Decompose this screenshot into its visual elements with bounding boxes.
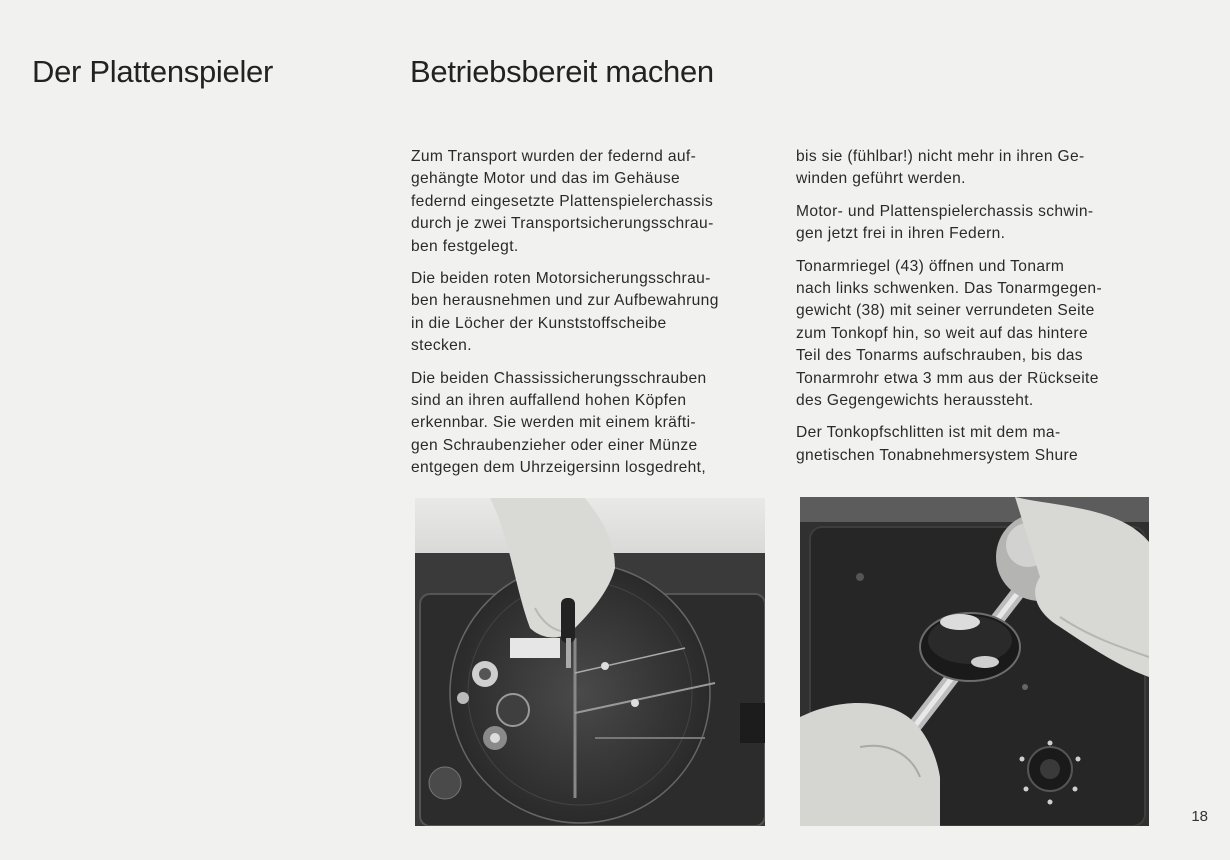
text-line: Der Tonkopfschlitten ist mit dem ma-: [796, 424, 1061, 442]
text-line: in die Löcher der Kunststoffscheibe: [411, 314, 667, 332]
page-number: 18: [1191, 808, 1208, 825]
text-line: federnd eingesetzte Plattenspielerchassis: [411, 192, 714, 210]
text-line: gewicht (38) mit seiner verrundeten Seite: [796, 302, 1095, 320]
tonearm-counterweight-illustration: [800, 497, 1149, 826]
text-line: ben herausnehmen und zur Aufbewahrung: [411, 292, 719, 310]
text-line: winden geführt werden.: [796, 170, 966, 188]
paragraph: [411, 268, 761, 358]
text-line: gnetischen Tonabnehmersystem Shure: [796, 446, 1079, 464]
text-line: Zum Transport wurden der federnd auf-: [411, 148, 697, 165]
text-line: erkennbar. Sie werden mit einem kräfti-: [411, 414, 696, 432]
text-line: bis sie (fühlbar!) nicht mehr in ihren Ge-: [796, 148, 1085, 165]
text-line: Motor- und Plattenspielerchassis schwin-: [796, 202, 1094, 220]
text-column-left: [411, 146, 761, 490]
paragraph: [796, 256, 1156, 413]
paragraph: [796, 146, 1156, 191]
text-line: des Gegengewichts heraussteht.: [796, 392, 1034, 410]
text-line: Die beiden roten Motorsicherungsschrau-: [411, 270, 711, 288]
text-line: gehängte Motor und das im Gehäuse: [411, 170, 681, 188]
section-title: Der Plattenspieler: [32, 54, 273, 89]
turntable-chassis-illustration: [415, 498, 765, 826]
text-line: zum Tonkopf hin, so weit auf das hintere: [796, 324, 1088, 342]
text-column-right: [796, 146, 1156, 477]
paragraph: [411, 368, 761, 480]
text-line: Die beiden Chassissicherungsschrauben: [411, 369, 707, 387]
text-line: ben festgelegt.: [411, 237, 519, 255]
text-line: gen Schraubenzieher oder einer Münze: [411, 436, 698, 454]
text-line: Tonarmriegel (43) öffnen und Tonarm: [796, 257, 1065, 275]
text-line: stecken.: [411, 337, 472, 355]
photo-tonearm-counterweight: [800, 497, 1149, 826]
photo-chassis-screw-removal: [415, 498, 765, 826]
paragraph: [796, 201, 1156, 246]
text-line: durch je zwei Transportsicherungsschrau-: [411, 215, 714, 233]
text-line: nach links schwenken. Das Tonarmgegen-: [796, 280, 1102, 298]
text-line: Tonarmrohr etwa 3 mm aus der Rückseite: [796, 369, 1099, 387]
text-line: Teil des Tonarms aufschrauben, bis das: [796, 347, 1083, 365]
page-heading: Betriebsbereit machen: [410, 54, 714, 89]
paragraph: [796, 422, 1156, 467]
text-line: sind an ihren auffallend hohen Köpfen: [411, 392, 687, 410]
paragraph: [411, 146, 761, 258]
text-line: gen jetzt frei in ihren Federn.: [796, 225, 1006, 243]
text-line: entgegen dem Uhrzeigersinn losgedreht,: [411, 459, 707, 477]
